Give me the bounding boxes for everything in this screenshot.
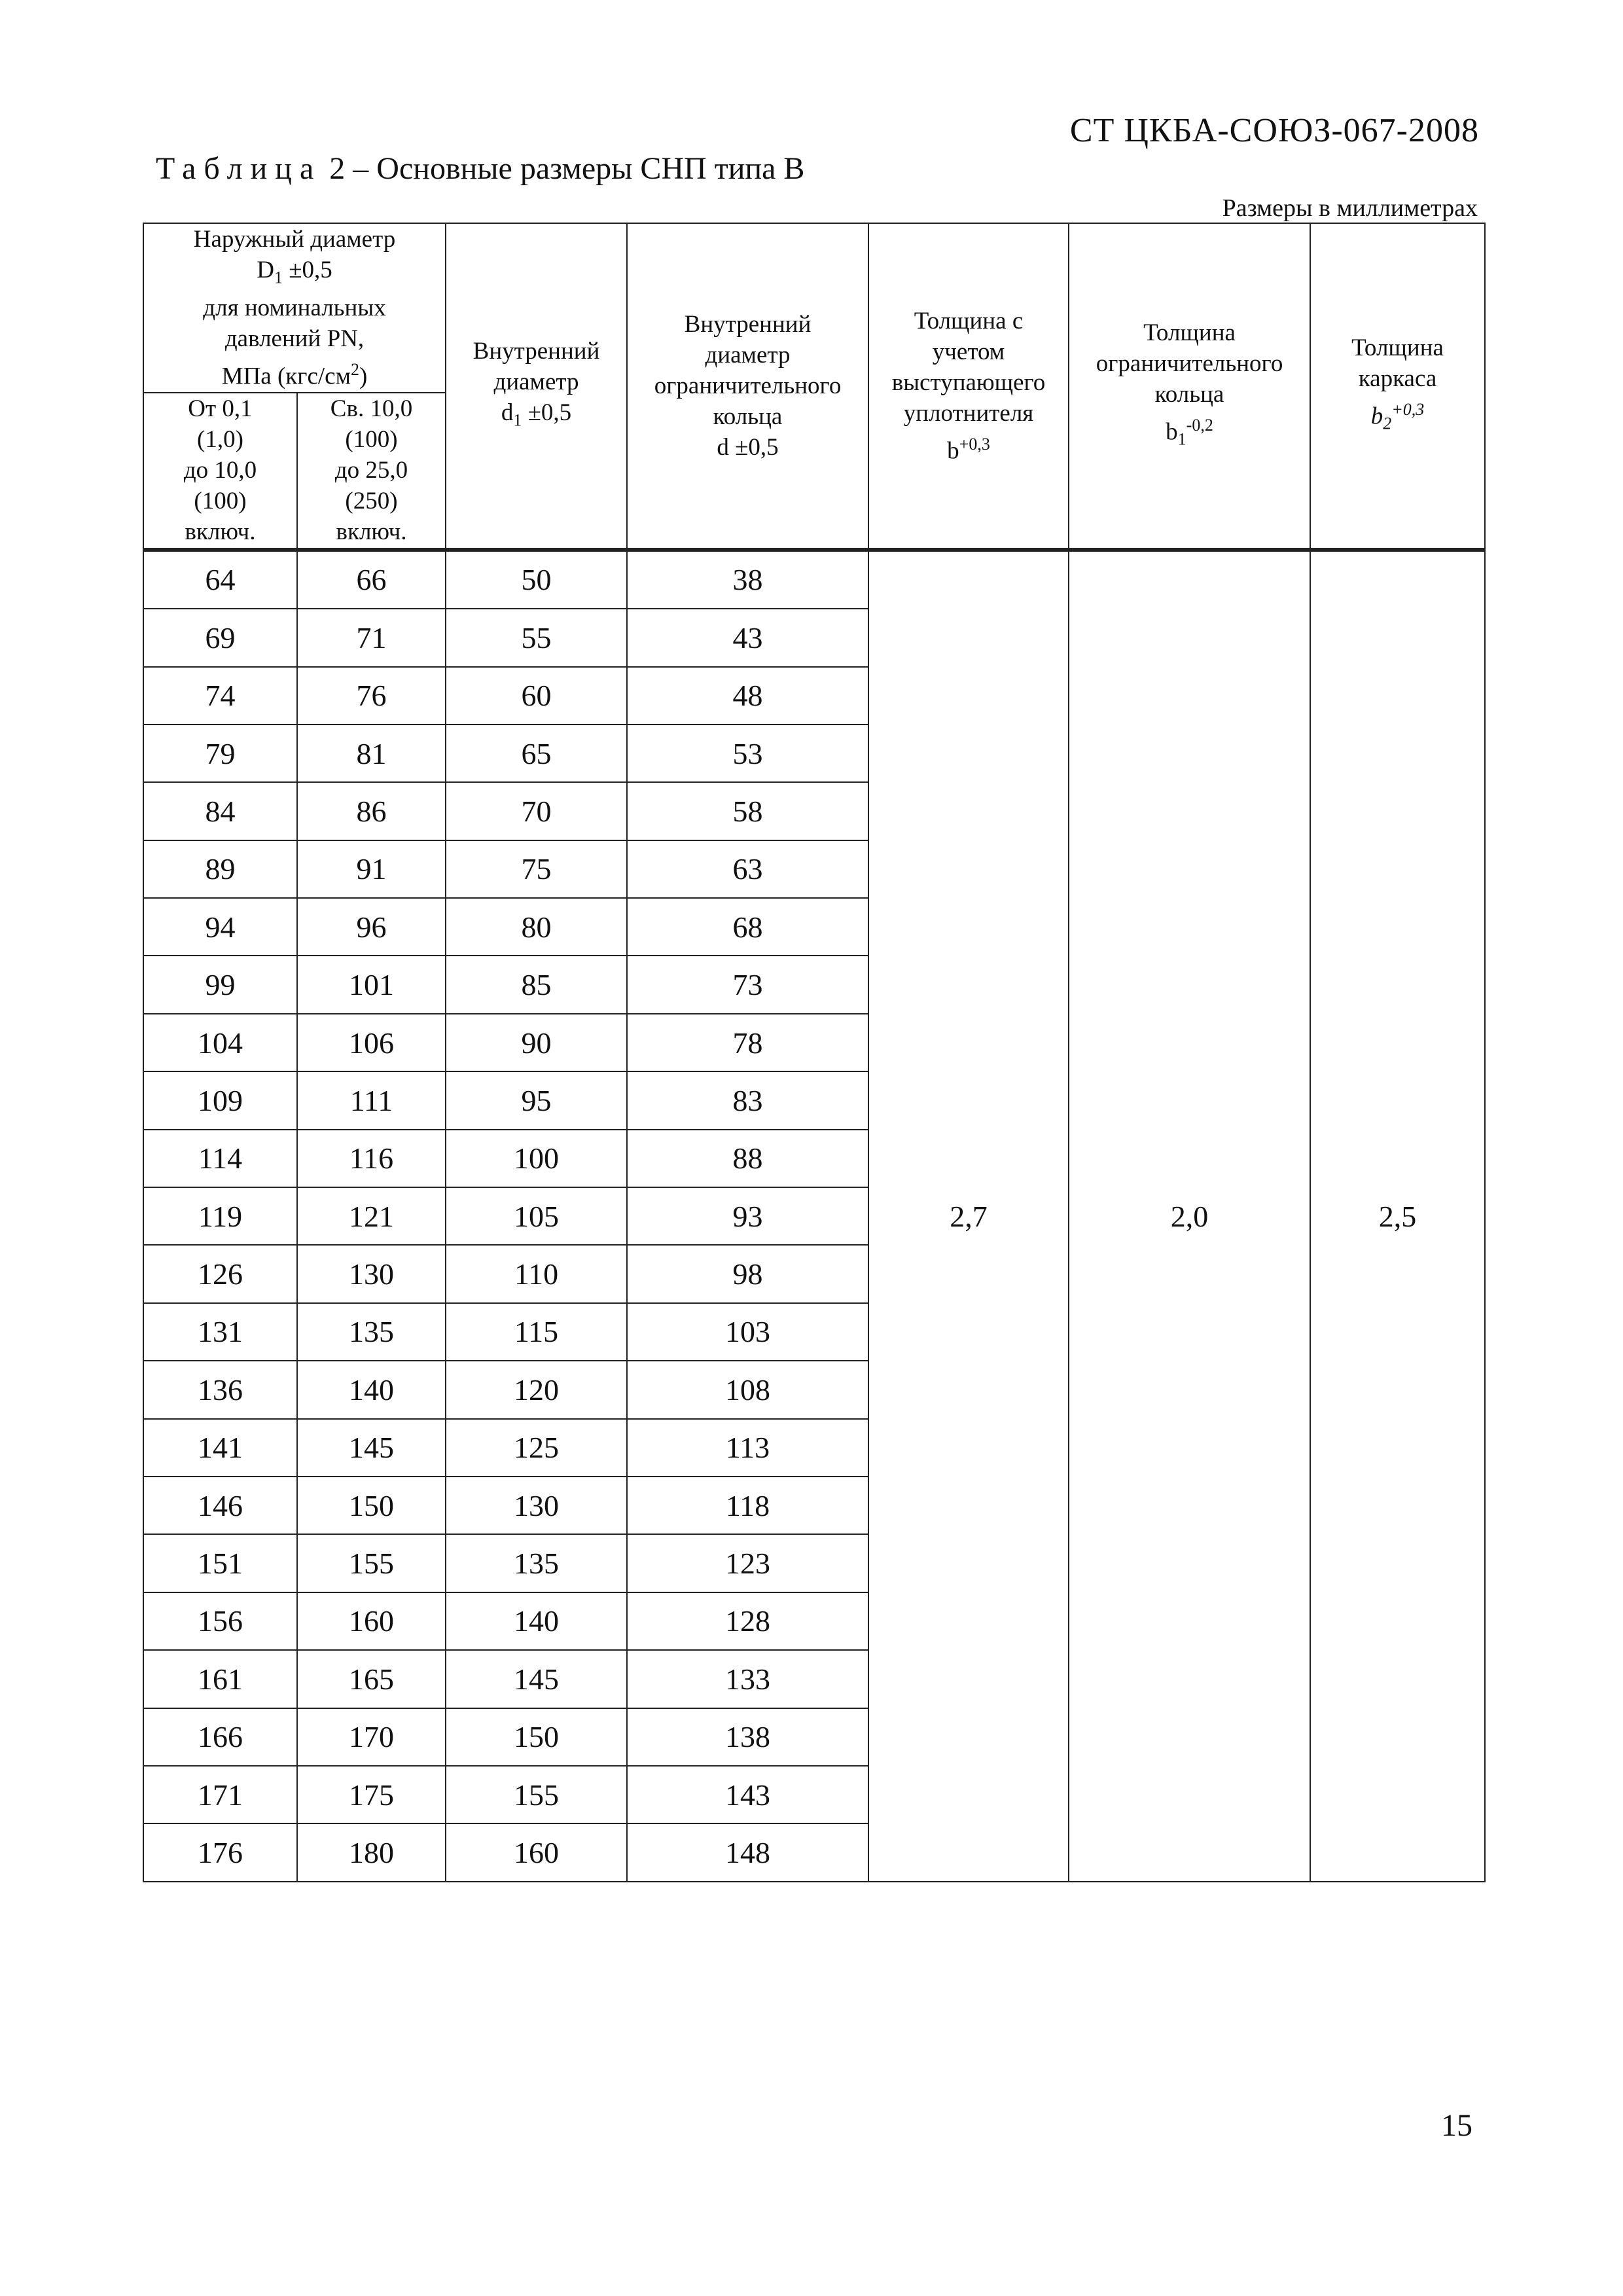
- table-cell: 85: [446, 956, 627, 1013]
- page-number: 15: [1441, 2108, 1472, 2143]
- table-cell: 53: [627, 725, 868, 782]
- table-cell: 115: [446, 1303, 627, 1361]
- table-cell: 83: [627, 1071, 868, 1129]
- table-cell: 80: [446, 898, 627, 956]
- table-cell: 155: [297, 1534, 446, 1592]
- table-body: [143, 550, 1485, 1882]
- table-cell: 140: [446, 1592, 627, 1650]
- table-cell: 133: [627, 1650, 868, 1708]
- table-cell: 119: [143, 1187, 297, 1245]
- header-outer-diameter: Наружный диаметр $D_1 \pm 0,5$ для номинальных давлений PN, МПа $(кгс/см^2)$: [143, 223, 446, 393]
- table-cell: 155: [446, 1766, 627, 1823]
- table-cell: 100: [446, 1130, 627, 1187]
- table-cell: 69: [143, 609, 297, 666]
- table-cell: 146: [143, 1477, 297, 1534]
- document-code: СТ ЦКБА-СОЮЗ-067-2008: [1069, 112, 1479, 149]
- table-word: Таблица: [156, 151, 322, 186]
- table-cell: 95: [446, 1071, 627, 1129]
- table-cell: 160: [446, 1823, 627, 1881]
- table-cell: 109: [143, 1071, 297, 1129]
- table-cell: 90: [446, 1014, 627, 1071]
- table-cell: 48: [627, 667, 868, 725]
- table-cell: 105: [446, 1187, 627, 1245]
- table-cell: 170: [297, 1708, 446, 1766]
- table-cell: 111: [297, 1071, 446, 1129]
- table-cell: 148: [627, 1823, 868, 1881]
- table-cell: 68: [627, 898, 868, 956]
- table-cell: 84: [143, 782, 297, 840]
- table-cell: 135: [446, 1534, 627, 1592]
- table-cell: 94: [143, 898, 297, 956]
- table-cell: 81: [297, 725, 446, 782]
- merged-thickness-frame: 2,5: [1310, 550, 1485, 1882]
- table-cell: 126: [143, 1245, 297, 1302]
- table-cell: 98: [627, 1245, 868, 1302]
- table-cell: 145: [446, 1650, 627, 1708]
- table-title: [156, 151, 804, 187]
- header-ring-thickness: Толщина ограничительного кольца $b_1^{-0,2}$: [1069, 223, 1310, 550]
- table-cell: 60: [446, 667, 627, 725]
- table-cell: 116: [297, 1130, 446, 1187]
- table-cell: 103: [627, 1303, 868, 1361]
- table-cell: 121: [297, 1187, 446, 1245]
- units-note: Размеры в миллиметрах: [1222, 194, 1478, 222]
- table-cell: 70: [446, 782, 627, 840]
- table-cell: 161: [143, 1650, 297, 1708]
- table-cell: 64: [143, 550, 297, 609]
- table-cell: 165: [297, 1650, 446, 1708]
- table-cell: 78: [627, 1014, 868, 1071]
- table-cell: 99: [143, 956, 297, 1013]
- table-cell: 71: [297, 609, 446, 666]
- table-cell: 160: [297, 1592, 446, 1650]
- table-cell: 143: [627, 1766, 868, 1823]
- table-cell: 50: [446, 550, 627, 609]
- table-cell: 180: [297, 1823, 446, 1881]
- table-cell: 175: [297, 1766, 446, 1823]
- table-cell: 86: [297, 782, 446, 840]
- header-frame-thickness: Толщина каркаса $b_2^{+0,3}$: [1310, 223, 1485, 550]
- table-cell: 88: [627, 1130, 868, 1187]
- table-cell: 128: [627, 1592, 868, 1650]
- table-cell: 150: [297, 1477, 446, 1534]
- table-cell: 113: [627, 1419, 868, 1477]
- table-cell: 73: [627, 956, 868, 1013]
- table-cell: 93: [627, 1187, 868, 1245]
- table-cell: 130: [446, 1477, 627, 1534]
- merged-thickness-ring: 2,0: [1069, 550, 1310, 1882]
- table-cell: 66: [297, 550, 446, 609]
- table-cell: 58: [627, 782, 868, 840]
- table-cell: 89: [143, 840, 297, 898]
- table-cell: 74: [143, 667, 297, 725]
- table-cell: 75: [446, 840, 627, 898]
- header-ring-inner-diameter: Внутренний диаметр ограничительного кольца d ±0,5: [627, 223, 868, 550]
- table-cell: 150: [446, 1708, 627, 1766]
- table-cell: 131: [143, 1303, 297, 1361]
- table-cell: 110: [446, 1245, 627, 1302]
- dimensions-table: [143, 223, 1486, 1882]
- table-cell: 101: [297, 956, 446, 1013]
- table-cell: 63: [627, 840, 868, 898]
- table-cell: 130: [297, 1245, 446, 1302]
- table-cell: 65: [446, 725, 627, 782]
- header-thickness-with-seal: Толщина с учетом выступающего уплотнителя $b^{+0,3}$: [868, 223, 1069, 550]
- header-inner-diameter: Внутренний диаметр $d_1 \pm 0,5$: [446, 223, 627, 550]
- table-cell: 141: [143, 1419, 297, 1477]
- table-cell: 114: [143, 1130, 297, 1187]
- table-cell: 106: [297, 1014, 446, 1071]
- table-row: [143, 550, 1485, 609]
- table-cell: 104: [143, 1014, 297, 1071]
- header-low-pressure: От 0,1 (1,0) до 10,0 (100) включ.: [143, 393, 297, 550]
- table-cell: 108: [627, 1361, 868, 1418]
- table-cell: 38: [627, 550, 868, 609]
- table-cell: 55: [446, 609, 627, 666]
- table-cell: 145: [297, 1419, 446, 1477]
- table-cell: 125: [446, 1419, 627, 1477]
- table-cell: 136: [143, 1361, 297, 1418]
- table-cell: 123: [627, 1534, 868, 1592]
- table-cell: 135: [297, 1303, 446, 1361]
- header-high-pressure: Св. 10,0 (100) до 25,0 (250) включ.: [297, 393, 446, 550]
- table-cell: 118: [627, 1477, 868, 1534]
- table-cell: 156: [143, 1592, 297, 1650]
- table-cell: 176: [143, 1823, 297, 1881]
- table-cell: 151: [143, 1534, 297, 1592]
- merged-thickness-seal: 2,7: [868, 550, 1069, 1882]
- table-caption: 2 – Основные размеры СНП типа В: [329, 151, 805, 186]
- table-cell: 138: [627, 1708, 868, 1766]
- table-cell: 140: [297, 1361, 446, 1418]
- table-cell: 76: [297, 667, 446, 725]
- table-cell: 43: [627, 609, 868, 666]
- table-cell: 171: [143, 1766, 297, 1823]
- table-cell: 166: [143, 1708, 297, 1766]
- table-cell: 96: [297, 898, 446, 956]
- table-cell: 79: [143, 725, 297, 782]
- table-cell: 91: [297, 840, 446, 898]
- table-cell: 120: [446, 1361, 627, 1418]
